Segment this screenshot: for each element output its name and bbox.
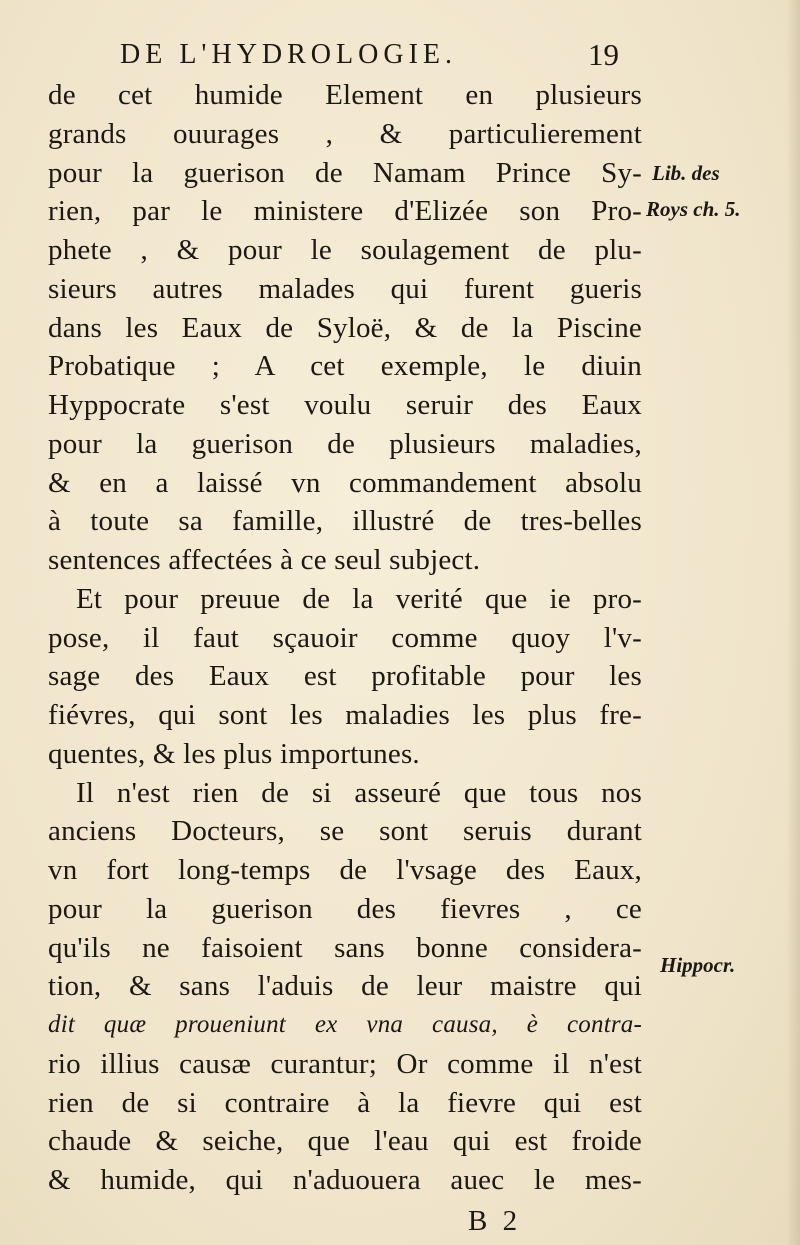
margin-note-hippocrates: Hippocr. bbox=[660, 953, 736, 977]
margin-note-reference-line1: Lib. des bbox=[652, 161, 720, 185]
text-line: Probatique ; A cet exemple, le diuin bbox=[48, 350, 642, 383]
text-line: à toute sa famille, illustré de tres-belles bbox=[48, 505, 642, 538]
text-line: pose, il faut sçauoir comme quoy l'v- bbox=[48, 621, 642, 654]
text-line: quentes, & les plus importunes. bbox=[48, 737, 420, 770]
page-number: 19 bbox=[588, 37, 619, 72]
text-line: sentences affectées à ce seul subject. bbox=[48, 544, 481, 576]
page-edge-shadow bbox=[786, 0, 800, 1245]
text-line: rien de si contraire à la fievre qui est bbox=[48, 1086, 642, 1119]
text-line: vn fort long-temps de l'vsage des Eaux, bbox=[48, 854, 642, 886]
text-line: dans les Eaux de Syloë, & de la Piscine bbox=[48, 311, 642, 344]
body-text bbox=[48, 76, 642, 1200]
running-title: DE L'HYDROLOGIE. bbox=[120, 39, 458, 70]
margin-note-reference-line2: Roys ch. 5. bbox=[646, 197, 741, 221]
text-line: chaude & seiche, que l'eau qui est froide bbox=[48, 1125, 642, 1158]
text-line: anciens Docteurs, se sont seruis durant bbox=[48, 815, 642, 848]
text-line: Hyppocrate s'est voulu seruir des Eaux bbox=[48, 389, 642, 421]
text-line: rien, par le ministere d'Elizée son Pro- bbox=[48, 195, 642, 228]
text-line: de cet humide Element en plusieurs bbox=[48, 79, 642, 111]
text-line: fiévres, qui sont les maladies les plus fre- bbox=[48, 699, 642, 731]
text-line-latin-quote: dit quæ proueniunt ex vna causa, è contra- bbox=[48, 1011, 642, 1038]
text-line: tion, & sans l'aduis de leur maistre qui bbox=[48, 970, 642, 1003]
text-line: pour la guerison de plusieurs maladies, bbox=[48, 427, 642, 460]
text-line: grands ouurages , & particulierement bbox=[48, 117, 642, 150]
signature-mark: B 2 bbox=[468, 1205, 522, 1237]
text-line: & en a laissé vn commandement absolu bbox=[48, 466, 642, 499]
text-line: pour la guerison des fievres , ce bbox=[48, 892, 642, 925]
text-line: sieurs autres malades qui furent gueris bbox=[48, 272, 642, 305]
text-line: & humide, qui n'aduouera auec le mes- bbox=[48, 1164, 642, 1196]
text-line: Il n'est rien de si asseuré que tous nos bbox=[76, 776, 642, 809]
text-line: pour la guerison de Namam Prince Sy- bbox=[48, 156, 642, 189]
text-line: sage des Eaux est profitable pour les bbox=[48, 660, 642, 693]
text-line: qu'ils ne faisoient sans bonne considera- bbox=[48, 931, 642, 964]
text-line: phete , & pour le soulagement de plu- bbox=[48, 234, 642, 266]
text-line-latin-quote: rio illius causæ curantur; Or comme il n'est bbox=[48, 1047, 642, 1080]
text-line: Et pour preuue de la verité que ie pro- bbox=[76, 582, 642, 615]
